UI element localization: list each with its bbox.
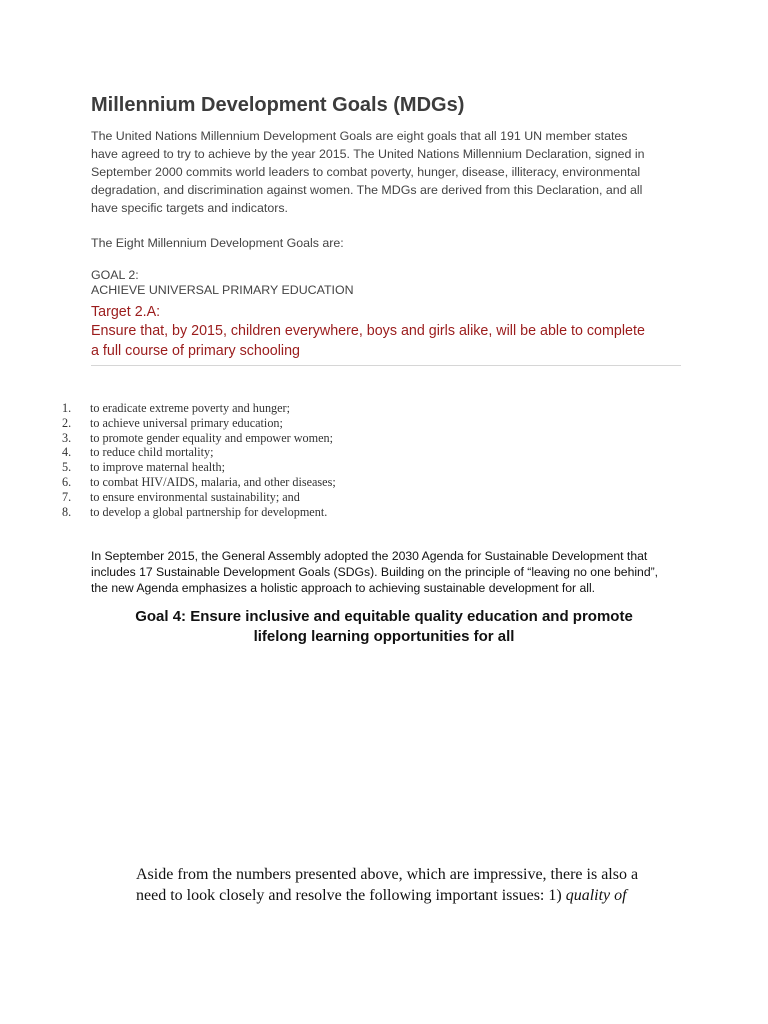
intro-line: The United Nations Millennium Development Goals are eight goals that all 191 UN member states	[91, 129, 628, 143]
bottom-line-text: need to look closely and resolve the following important issues: 1)	[136, 887, 566, 904]
target-text	[91, 321, 691, 361]
goal4-heading	[84, 607, 684, 647]
goal4-line: lifelong learning opportunities for all	[253, 628, 515, 645]
bottom-line-italic: quality of	[565, 887, 627, 904]
list-text: to reduce child mortality;	[90, 445, 214, 460]
target-line: Ensure that, by 2015, children everywhere, boys and girls alike, will be able to complete	[91, 323, 645, 339]
list-text: to improve maternal health;	[90, 460, 226, 475]
list-item	[62, 460, 336, 475]
bottom-line	[136, 885, 696, 906]
list-item	[62, 490, 336, 505]
list-item	[62, 401, 336, 416]
list-number: 8.	[62, 504, 72, 519]
sdg-paragraph	[91, 548, 691, 596]
list-text: to combat HIV/AIDS, malaria, and other diseases;	[90, 474, 336, 489]
intro-line: September 2000 commits world leaders to combat poverty, hunger, disease, illiteracy, environmental	[91, 165, 641, 179]
goal-label: GOAL 2:	[91, 268, 139, 282]
eight-goals-heading: The Eight Millennium Development Goals are:	[91, 236, 344, 250]
bottom-paragraph	[136, 864, 696, 906]
sdg-line: the new Agenda emphasizes a holistic approach to achieving sustainable development for all.	[91, 581, 596, 595]
divider	[91, 365, 681, 366]
list-text: to develop a global partnership for development.	[90, 504, 328, 519]
list-number: 5.	[62, 460, 72, 475]
page-title: Millennium Development Goals (MDGs)	[91, 94, 465, 116]
list-number: 3.	[62, 430, 72, 445]
intro-paragraph	[91, 127, 661, 217]
list-number: 2.	[62, 415, 72, 430]
list-text: to promote gender equality and empower women;	[90, 430, 334, 445]
list-text: to achieve universal primary education;	[90, 415, 283, 430]
goal-title: ACHIEVE UNIVERSAL PRIMARY EDUCATION	[91, 283, 354, 297]
intro-line: have agreed to try to achieve by the year 2015. The United Nations Millennium Declaration, signed in	[91, 147, 645, 161]
list-item	[62, 431, 336, 446]
list-text: to ensure environmental sustainability; and	[90, 489, 300, 504]
bottom-line: Aside from the numbers presented above, which are impressive, there is also a	[136, 866, 639, 883]
list-number: 6.	[62, 474, 72, 489]
list-item	[62, 416, 336, 431]
target-label: Target 2.A:	[91, 304, 161, 320]
list-text: to eradicate extreme poverty and hunger;	[90, 401, 290, 415]
list-number: 4.	[62, 445, 72, 460]
sdg-line: In September 2015, the General Assembly adopted the 2030 Agenda for Sustainable Development that	[91, 549, 648, 563]
target-line: a full course of primary schooling	[91, 343, 300, 359]
list-number: 7.	[62, 489, 72, 504]
list-item	[62, 445, 336, 460]
intro-line: degradation, and discrimination against women. The MDGs are derived from this Declaration, and all	[91, 183, 643, 197]
goal4-line: Goal 4: Ensure inclusive and equitable quality education and promote	[135, 608, 633, 625]
list-item	[62, 475, 336, 490]
sdg-line: includes 17 Sustainable Development Goals (SDGs). Building on the principle of “leaving no one behind”,	[91, 565, 659, 579]
list-item	[62, 505, 336, 520]
intro-line: have specific targets and indicators.	[91, 201, 288, 215]
goal-list	[62, 401, 336, 519]
list-number: 1.	[62, 401, 72, 415]
